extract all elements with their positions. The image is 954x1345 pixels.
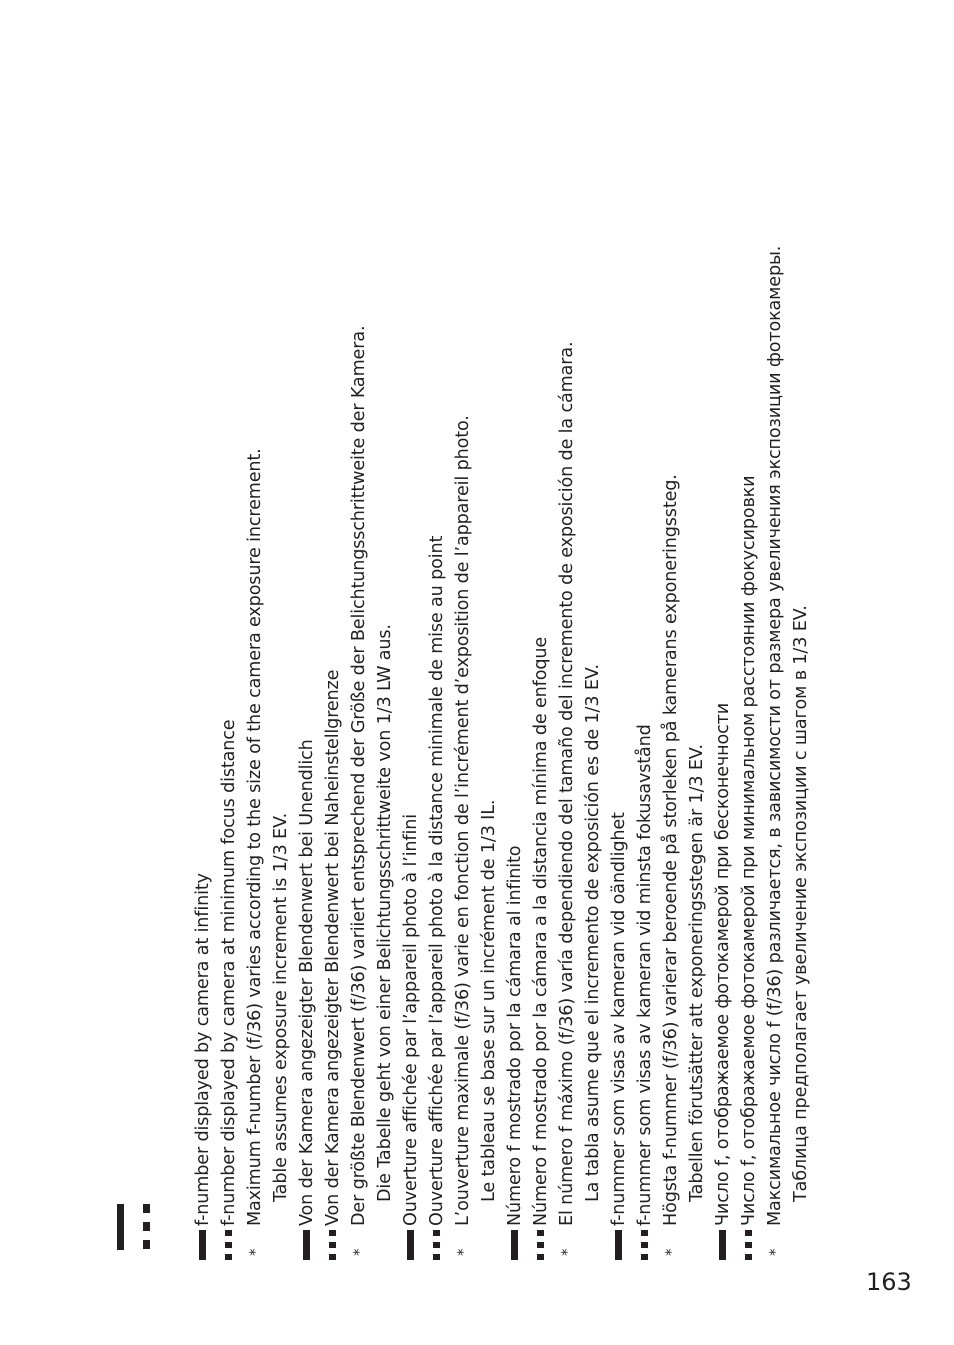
solid-line-icon xyxy=(117,1204,124,1250)
asterisk-note-marker: * xyxy=(766,1248,784,1256)
note-text: La tabla asume que el incremento de exposición es de 1/3 EV. xyxy=(583,664,603,1202)
legend-line xyxy=(450,220,476,1260)
legend-line-text: f-number displayed by camera at minimum focus distance xyxy=(219,719,239,1226)
note-text: Tabellen förutsätter att exponeringsstegen är 1/3 EV. xyxy=(687,744,707,1202)
legend-line xyxy=(424,220,450,1260)
legend-line xyxy=(528,220,554,1260)
legend-line xyxy=(398,220,424,1260)
note-text: Таблица предполагает увеличение экспозиции с шагом в 1/3 EV. xyxy=(791,605,811,1202)
asterisk-note-marker: * xyxy=(662,1248,680,1256)
legend-line xyxy=(554,220,580,1260)
dashed-line-icon xyxy=(632,1230,658,1260)
legend-line xyxy=(736,220,762,1260)
asterisk-note-marker: * xyxy=(454,1248,472,1256)
note-text: Maximum f-number (f/36) varies according to the size of the camera exposure increment. xyxy=(245,448,265,1226)
legend-line xyxy=(268,220,294,1260)
legend-line xyxy=(216,220,242,1260)
legend-line xyxy=(294,220,320,1260)
legend-line xyxy=(606,220,632,1260)
legend-line xyxy=(762,220,788,1260)
dashed-line-icon xyxy=(528,1230,554,1260)
rotated-legend-text xyxy=(190,220,814,1260)
legend-line-text: Число f, отображаемое фотокамерой при минимальном расстоянии фокусировки xyxy=(739,475,759,1226)
legend-line-text: Von der Kamera angezeigter Blendenwert bei Naheinstellgrenze xyxy=(323,669,343,1226)
legend-line xyxy=(476,220,502,1260)
legend-line-text: Número f mostrado por la cámara a la distancia mínima de enfoque xyxy=(531,636,551,1226)
asterisk-note-marker: * xyxy=(246,1248,264,1256)
legend-line-text: Ouverture affichée par l’appareil photo à l’infini xyxy=(401,814,421,1226)
solid-line-icon xyxy=(502,1230,528,1260)
legend-line xyxy=(190,220,216,1260)
legend-line xyxy=(710,220,736,1260)
dashed-line-icon xyxy=(143,1204,150,1250)
note-text: Максимальное число f (f/36) различается, в зависимости от размера увеличения экспозиции фотокамеры. xyxy=(765,245,785,1226)
dashed-line-icon xyxy=(216,1230,242,1260)
legend-line-text: Ouverture affichée par l’appareil photo à la distance minimale de mise au point xyxy=(427,535,447,1226)
note-text: Die Tabelle geht von einer Belichtungsschrittweite von 1/3 LW aus. xyxy=(375,624,395,1202)
legend-line xyxy=(580,220,606,1260)
note-text: Högsta f-nummer (f/36) varierar beroende på storleken på kamerans exponeringssteg. xyxy=(661,474,681,1226)
legend-line-text: f-number displayed by camera at infinity xyxy=(193,873,213,1226)
legend-line xyxy=(242,220,268,1260)
legend-line-text: Число f, отображаемое фотокамерой при бесконечности xyxy=(713,702,733,1226)
legend-line xyxy=(346,220,372,1260)
note-text: Der größte Blendenwert (f/36) variiert entsprechend der Größe der Belichtungsschrittweite der Kamera. xyxy=(349,325,369,1226)
legend-line xyxy=(788,220,814,1260)
legend-line-text: f-nummer som visas av kameran vid minsta fokusavstånd xyxy=(635,724,655,1226)
dashed-line-icon xyxy=(424,1230,450,1260)
legend-line xyxy=(632,220,658,1260)
note-text: Table assumes exposure increment is 1/3 EV. xyxy=(271,812,291,1202)
legend-line xyxy=(658,220,684,1260)
legend-line-text: f-nummer som visas av kameran vid oändlighet xyxy=(609,812,629,1226)
solid-line-icon xyxy=(190,1230,216,1260)
legend-line xyxy=(320,220,346,1260)
legend-line-text: Número f mostrado por la cámara al infinito xyxy=(505,845,525,1226)
solid-line-icon xyxy=(294,1230,320,1260)
legend-line-text: Von der Kamera angezeigter Blendenwert bei Unendlich xyxy=(297,739,317,1226)
asterisk-note-marker: * xyxy=(558,1248,576,1256)
legend-key xyxy=(117,1204,153,1250)
page-number: 163 xyxy=(866,1268,912,1296)
note-text: L’ouverture maximale (f/36) varie en fonction de l’incrément d’exposition de l’appareil photo. xyxy=(453,415,473,1226)
legend-line xyxy=(684,220,710,1260)
dashed-line-icon xyxy=(320,1230,346,1260)
solid-line-icon xyxy=(398,1230,424,1260)
solid-line-icon xyxy=(710,1230,736,1260)
note-text: Le tableau se base sur un incrément de 1/3 IL. xyxy=(479,799,499,1202)
dashed-line-icon xyxy=(736,1230,762,1260)
legend-line xyxy=(502,220,528,1260)
legend-line xyxy=(372,220,398,1260)
solid-line-icon xyxy=(606,1230,632,1260)
asterisk-note-marker: * xyxy=(350,1248,368,1256)
note-text: El número f máximo (f/36) varía dependiendo del tamaño del incremento de exposición de la cámara. xyxy=(557,341,577,1226)
